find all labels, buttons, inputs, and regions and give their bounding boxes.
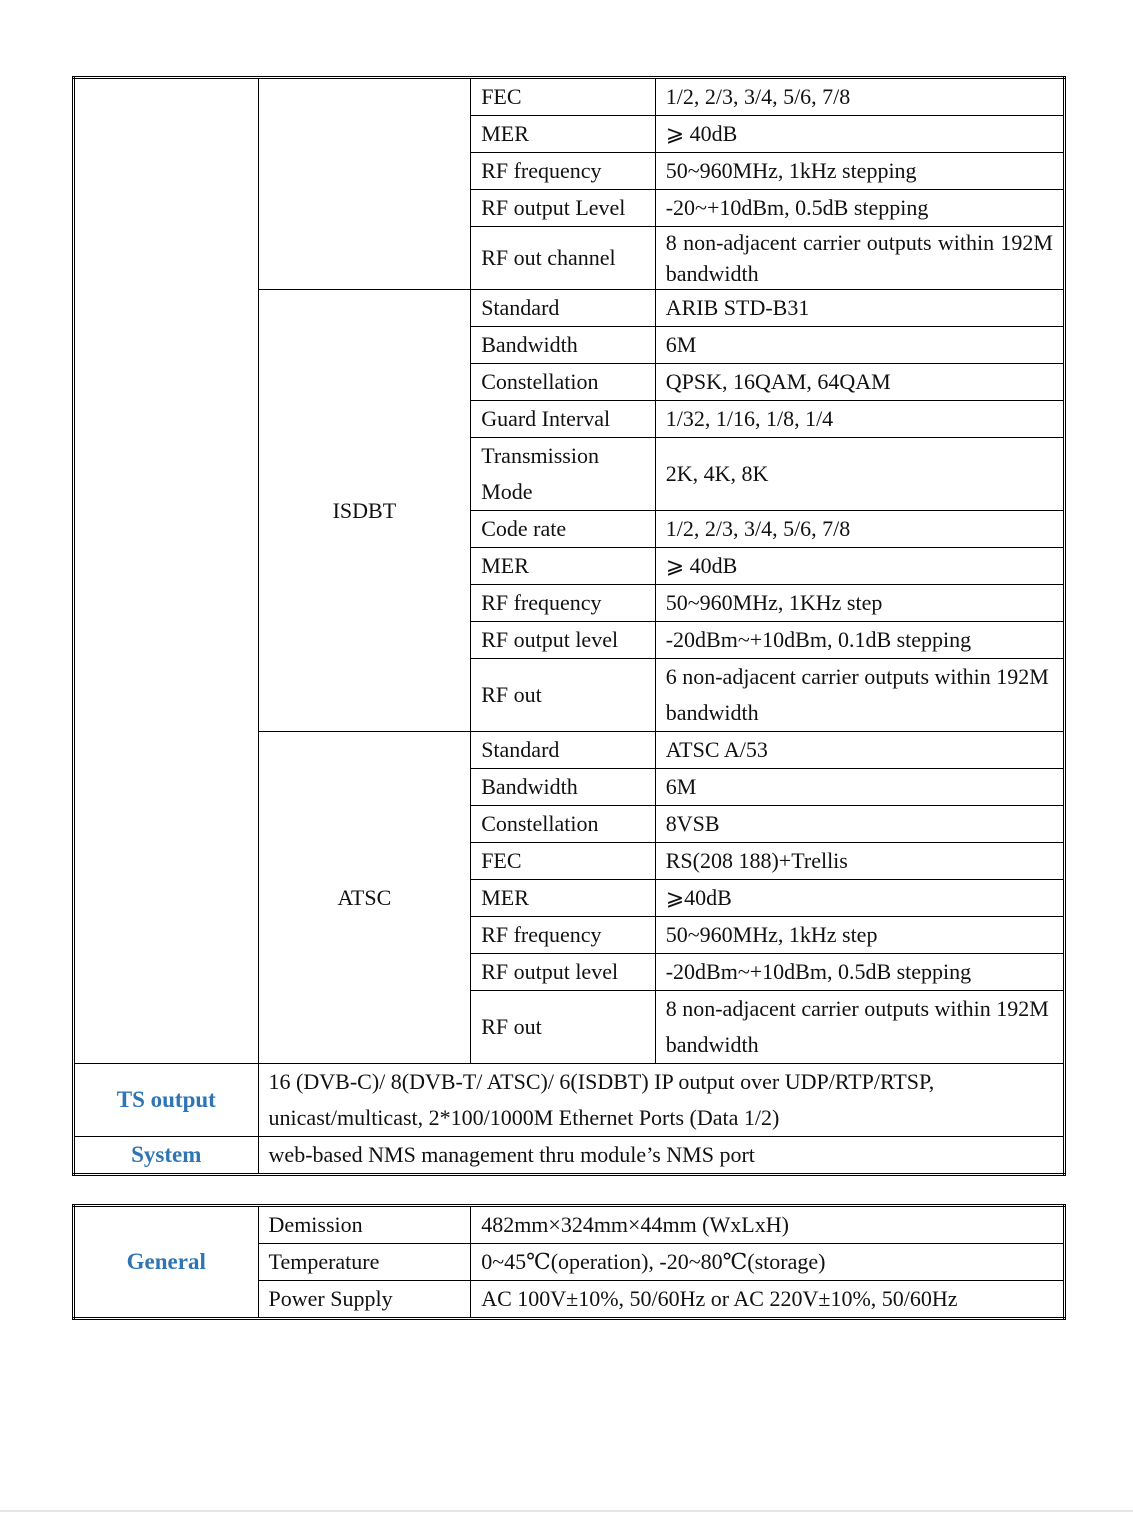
empty-subcategory-cell [258,78,471,290]
param-cell: FEC [471,78,656,116]
value-cell: -20dBm~+10dBm, 0.1dB stepping [655,622,1064,659]
param-cell: RF output level [471,622,656,659]
param-cell: Temperature [258,1244,471,1281]
param-cell: Bandwidth [471,327,656,364]
param-cell: Standard [471,732,656,769]
param-cell: MER [471,548,656,585]
value-cell: 50~960MHz, 1kHz step [655,917,1064,954]
param-cell: Demission [258,1206,471,1244]
param-cell: RF out channel [471,227,656,290]
value-cell: 1/2, 2/3, 3/4, 5/6, 7/8 [655,78,1064,116]
value-cell: ATSC A/53 [655,732,1064,769]
value-cell: 0~45℃(operation), -20~80℃(storage) [471,1244,1065,1281]
value-cell: ⩾40dB [655,880,1064,917]
value-cell: 8 non-adjacent carrier outputs within 192M bandwidth [655,227,1064,290]
value-cell: 6M [655,769,1064,806]
empty-category-cell [74,78,259,1064]
value-cell: -20~+10dBm, 0.5dB stepping [655,190,1064,227]
value-cell: -20dBm~+10dBm, 0.5dB stepping [655,954,1064,991]
param-cell: MER [471,116,656,153]
value-cell: 6 non-adjacent carrier outputs within 192M bandwidth [655,659,1064,732]
value-cell: ARIB STD-B31 [655,290,1064,327]
table-row [74,1064,1065,1137]
general-label: General [74,1206,259,1319]
page-bottom-divider [0,1510,1133,1512]
table-row [74,1206,1065,1244]
param-cell: Power Supply [258,1281,471,1319]
ts-output-value: 16 (DVB-C)/ 8(DVB-T/ ATSC)/ 6(ISDBT) IP output over UDP/RTP/RTSP, unicast/multicast, 2*100/1000M Ethernet Ports (Data 1/2) [258,1064,1064,1137]
param-cell: RF frequency [471,153,656,190]
value-cell: 8VSB [655,806,1064,843]
param-cell: FEC [471,843,656,880]
table-row [74,78,1065,116]
param-cell: MER [471,880,656,917]
ts-output-label: TS output [74,1064,259,1137]
param-cell: Bandwidth [471,769,656,806]
table-row [74,1137,1065,1175]
param-cell: RF out [471,991,656,1064]
value-cell: 8 non-adjacent carrier outputs within 192M bandwidth [655,991,1064,1064]
param-cell: Guard Interval [471,401,656,438]
value-cell: QPSK, 16QAM, 64QAM [655,364,1064,401]
param-cell: RF frequency [471,917,656,954]
atsc-label: ATSC [258,732,471,1064]
param-cell: Code rate [471,511,656,548]
param-cell: Transmission Mode [471,438,656,511]
spec-table-modulation [72,76,1066,1176]
isdbt-label: ISDBT [258,290,471,732]
value-cell: ⩾ 40dB [655,548,1064,585]
value-cell: 6M [655,327,1064,364]
value-cell: 50~960MHz, 1KHz step [655,585,1064,622]
system-label: System [74,1137,259,1175]
system-value: web-based NMS management thru module’s NMS port [258,1137,1064,1175]
param-cell: RF out [471,659,656,732]
param-cell: RF output Level [471,190,656,227]
value-cell: 1/2, 2/3, 3/4, 5/6, 7/8 [655,511,1064,548]
value-cell: 482mm×324mm×44mm (WxLxH) [471,1206,1065,1244]
value-cell: ⩾ 40dB [655,116,1064,153]
spec-table-general [72,1204,1066,1320]
value-cell: 50~960MHz, 1kHz stepping [655,153,1064,190]
value-cell: AC 100V±10%, 50/60Hz or AC 220V±10%, 50/60Hz [471,1281,1065,1319]
param-cell: Standard [471,290,656,327]
value-cell: 1/32, 1/16, 1/8, 1/4 [655,401,1064,438]
param-cell: Constellation [471,806,656,843]
value-cell: RS(208 188)+Trellis [655,843,1064,880]
param-cell: RF output level [471,954,656,991]
param-cell: RF frequency [471,585,656,622]
param-cell: Constellation [471,364,656,401]
value-cell: 2K, 4K, 8K [655,438,1064,511]
